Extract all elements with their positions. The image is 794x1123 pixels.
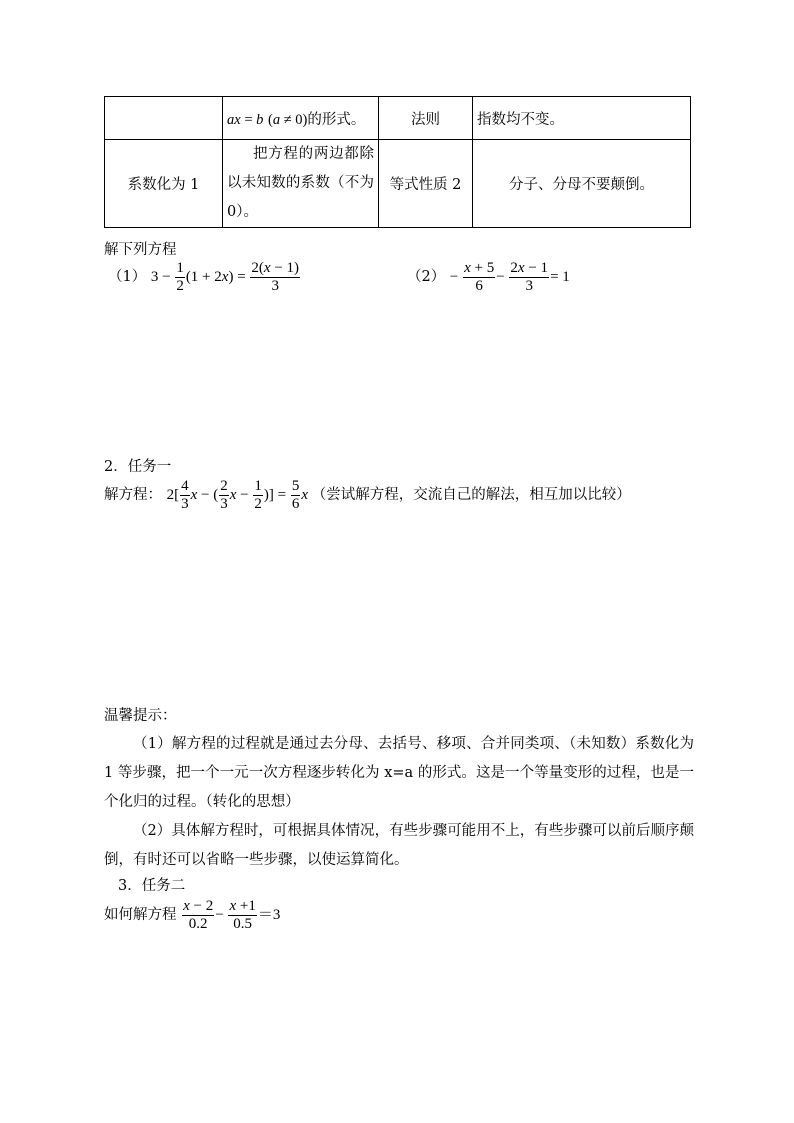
task2-equation: $\frac{x - 2}{0.2}$ − $\frac{x +1}{0.5}$ ＝3 (183, 898, 281, 932)
task1-title: 2．任务一 (104, 459, 172, 475)
formula-ax-eq-b: ax (227, 111, 241, 128)
table-cell-empty (105, 97, 223, 140)
table-cell-note: 分子、分母不要颠倒。 (473, 140, 691, 228)
equation-2: − $\frac{x + 5}{6}$ − $\frac{2x - 1}{3}$ = 1 (449, 260, 570, 294)
task2-line (104, 898, 280, 933)
equation-1: 3 − $\frac{1}{2}$ (1 + 2x) = $\frac{2(x - 1)}{3}$ (150, 260, 300, 294)
problem-2 (407, 260, 570, 295)
tips-paragraph-1: （1）解方程的过程就是通过去分母、去括号、移项、合并同类项、（未知数）系数化为 1 等步骤，把一个一元一次方程逐步转化为 x=a 的形式。这是一个等量变形的过程，也是一个化归的过程。（转化的思想） (104, 736, 694, 810)
task1-lead: 解方程： (104, 486, 162, 503)
task1-note: （尝试解方程，交流自己的解法，相互加以比较） (311, 486, 631, 503)
method-text: 把方程的两边都除以未知数的系数（不为 0）。 (227, 146, 374, 220)
table-row (105, 97, 691, 140)
problem-label: （2） (407, 268, 446, 285)
table-cell-step: 系数化为 1 (105, 140, 223, 228)
problem-label: （1） (108, 268, 147, 285)
task1-equation: 2[ $\frac{4}{3}$ x − ( $\frac{2}{3}$ x − $\frac{1}{2}$ )] = $\frac{5}{6}$ x (166, 478, 309, 512)
table-cell-basis: 等式性质 2 (379, 140, 473, 228)
table-row (105, 140, 691, 228)
table-cell-form: ax = b (a ≠ 0)的形式。 (223, 97, 379, 140)
problem-1 (108, 260, 301, 295)
tips-paragraph-2: （2）具体解方程时，可根据具体情况，有些步骤可能用不上，有些步骤可以前后顺序颠倒，有时还可以省略一些步骤，以使运算简化。 (104, 823, 694, 868)
table-cell-method (223, 140, 379, 228)
form-suffix: 的形式。 (307, 111, 366, 128)
table-cell-rule: 法则 (379, 97, 473, 140)
tips-title: 温馨提示： (104, 708, 177, 724)
section-heading: 解下列方程 (104, 242, 177, 258)
task2-lead: 如何解方程 (104, 906, 177, 923)
task1-line (104, 478, 631, 513)
table-cell-note: 指数均不变。 (473, 97, 691, 140)
steps-table (104, 96, 691, 228)
task2-title: 3．任务二 (118, 878, 186, 894)
